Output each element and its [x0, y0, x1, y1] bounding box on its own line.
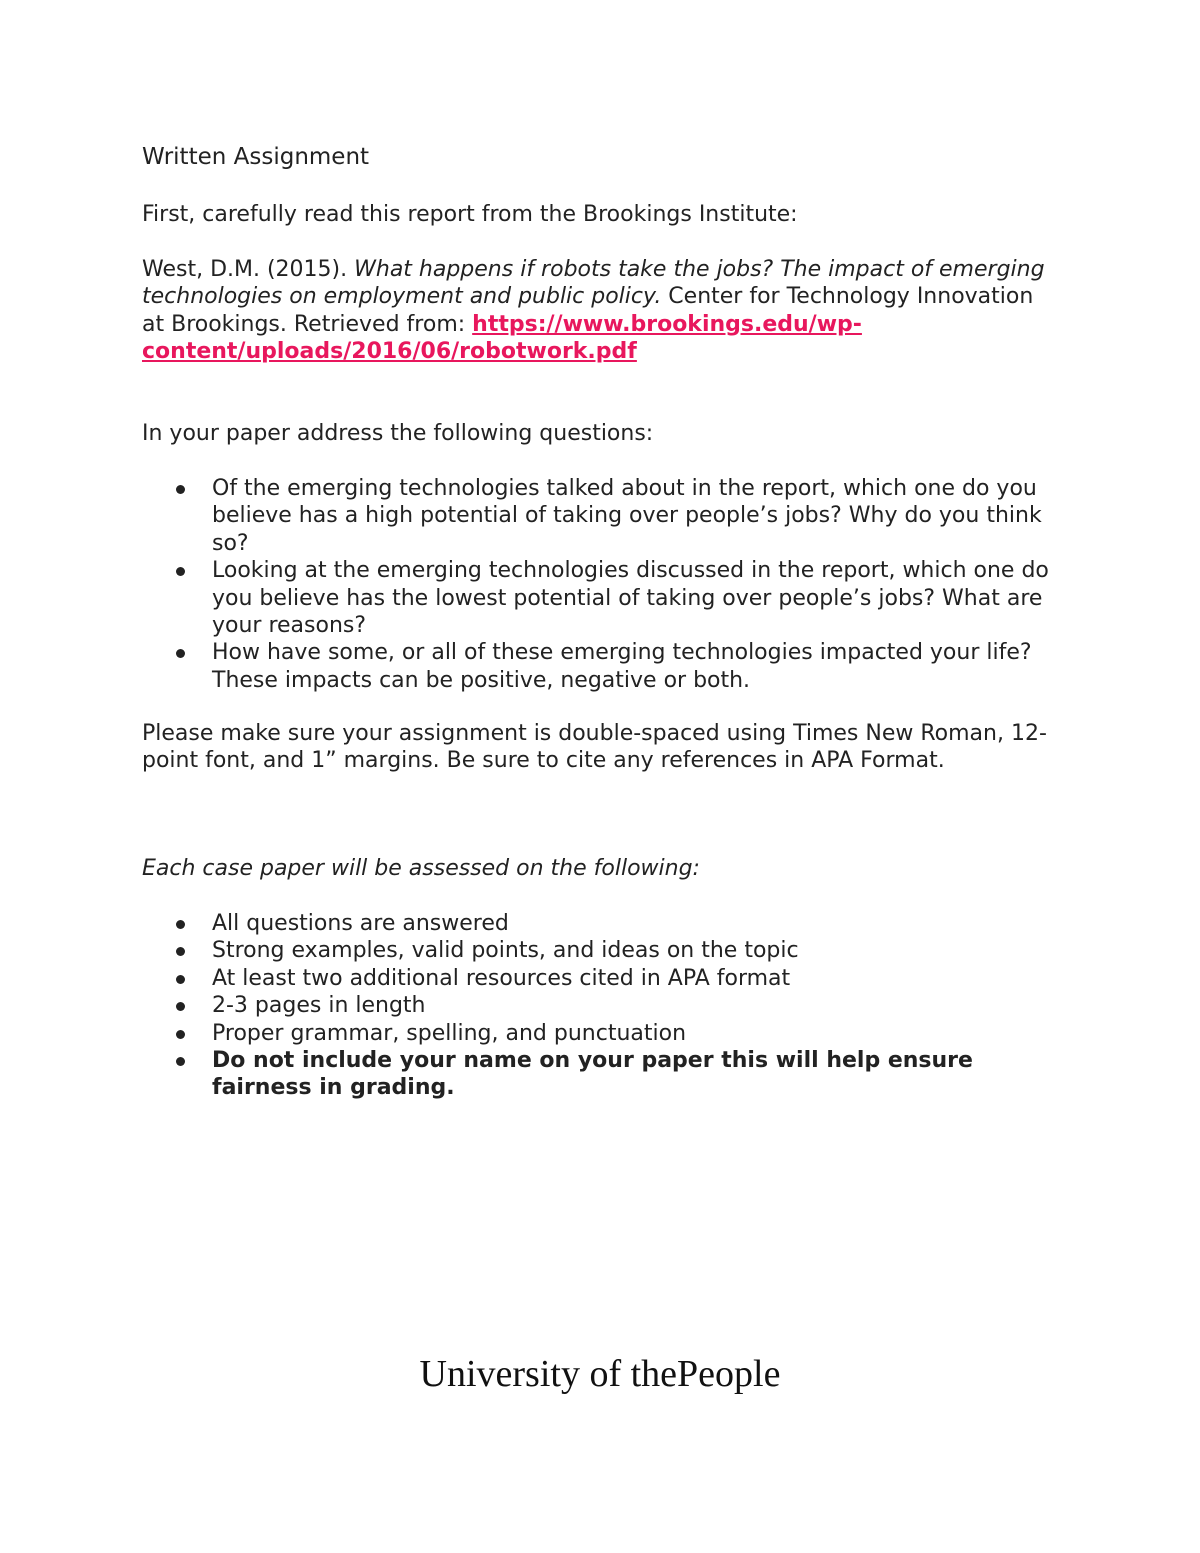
intro-paragraph: First, carefully read this report from the Brookings Institute:	[142, 202, 798, 227]
criterion-text: Proper grammar, spelling, and punctuation	[212, 1020, 687, 1046]
list-item	[142, 557, 1062, 639]
bullet-icon	[176, 567, 185, 576]
university-footer: University of thePeople	[419, 1353, 781, 1395]
list-item	[142, 965, 1062, 992]
criterion-text: Strong examples, valid points, and ideas on the topic	[212, 938, 799, 964]
criterion-bold-text: Do not include your name on your paper this will help ensure fairness in grading.	[212, 1048, 973, 1101]
bullet-icon	[176, 975, 185, 984]
citation-publisher: Center for Technology Innovation at Brookings. Retrieved from:	[142, 284, 1034, 337]
question-text: Of the emerging technologies talked about in the report, which one do you believe has a high potential of taking over people’s jobs? Why do you think so?	[212, 476, 1042, 556]
list-item	[142, 992, 1062, 1019]
list-item	[142, 639, 1062, 694]
criteria-list	[142, 910, 1062, 1102]
questions-intro: In your paper address the following questions:	[142, 421, 654, 446]
question-text: Looking at the emerging technologies discussed in the report, which one do you believe has the lowest potential of taking over people’s jobs? What are your reasons?	[212, 558, 1049, 639]
list-item	[142, 475, 1062, 557]
citation-work-title: What happens if robots take the jobs? The impact of emerging technologies on employment and public policy.	[142, 257, 1045, 310]
bullet-icon	[176, 1057, 185, 1066]
bullet-icon	[176, 485, 185, 494]
bullet-icon	[176, 649, 185, 658]
list-item	[142, 1020, 1062, 1047]
assessment-intro: Each case paper will be assessed on the following:	[142, 856, 700, 881]
bullet-icon	[176, 947, 185, 956]
list-item	[142, 910, 1062, 937]
criterion-text: 2-3 pages in length	[212, 993, 426, 1019]
list-item	[142, 1047, 1062, 1102]
requirements-paragraph: Please make sure your assignment is double-spaced using Times New Roman, 12-point font, and 1” margins. Be sure to cite any references in APA Format.	[142, 721, 1047, 774]
bullet-icon	[176, 1002, 185, 1011]
bullet-icon	[176, 920, 185, 929]
question-text: How have some, or all of these emerging technologies impacted your life? These impacts can be positive, negative or both.	[212, 640, 1032, 693]
bullet-icon	[176, 1030, 185, 1039]
report-link[interactable]: https://www.brookings.edu/wp-content/uploads/2016/06/robotwork.pdf	[142, 311, 862, 365]
criterion-text: All questions are answered	[212, 911, 509, 936]
citation-paragraph	[142, 256, 1062, 366]
list-item	[142, 937, 1062, 964]
questions-list	[142, 475, 1062, 694]
citation-author: West, D.M. (2015).	[142, 257, 355, 282]
criterion-text: At least two additional resources cited in APA format	[212, 965, 791, 991]
page-title: Written Assignment	[142, 144, 370, 170]
